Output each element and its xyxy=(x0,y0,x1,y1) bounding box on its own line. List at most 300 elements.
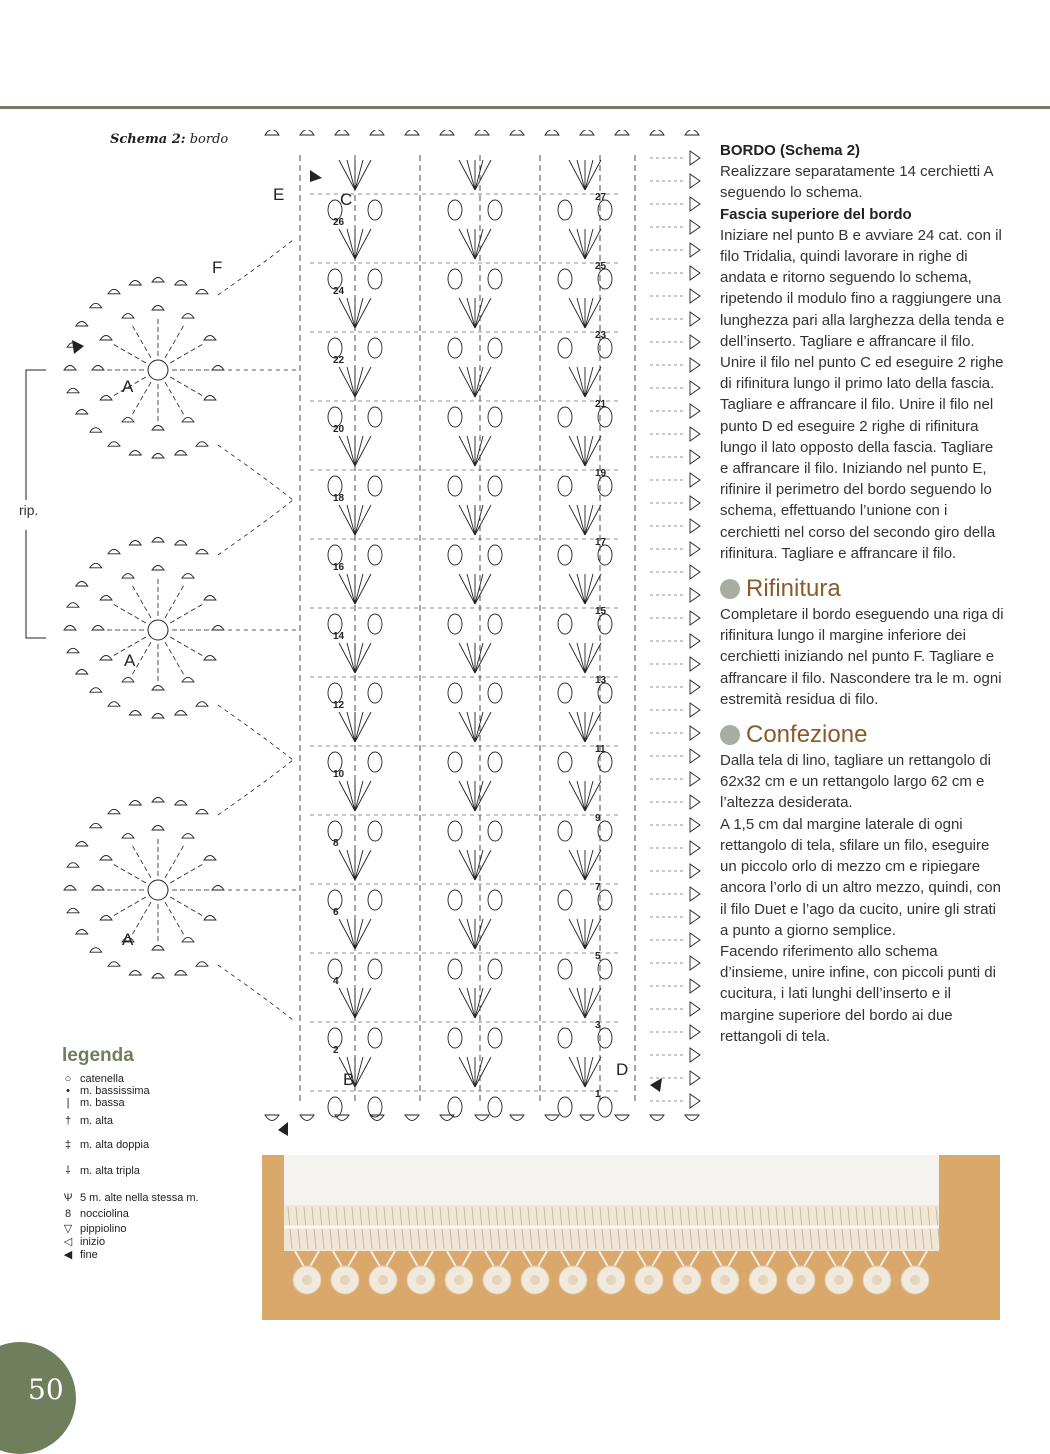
picot-mark xyxy=(152,826,164,831)
picot-mark xyxy=(690,933,700,947)
fan-stitch xyxy=(475,1057,483,1087)
legend-item xyxy=(56,1139,256,1151)
rifinitura-title: Rifinitura xyxy=(746,575,841,603)
picot-mark xyxy=(175,451,187,456)
chain-mark xyxy=(218,445,293,500)
nut-stitch xyxy=(488,683,502,703)
fan-stitch xyxy=(585,850,601,880)
lace-motif-center xyxy=(416,1275,426,1285)
picot-mark xyxy=(129,800,141,805)
picot-mark xyxy=(129,711,141,716)
fan-stitch xyxy=(355,643,371,673)
picot-mark xyxy=(690,979,700,993)
legend-label: nocciolina xyxy=(80,1208,129,1220)
picot-mark xyxy=(67,388,79,393)
picot-mark xyxy=(152,454,164,459)
fan-stitch xyxy=(577,298,585,328)
fan-stitch xyxy=(475,781,483,811)
picot-mark xyxy=(67,603,79,608)
picot-mark xyxy=(92,366,104,371)
fan-stitch xyxy=(347,643,355,673)
nut-stitch xyxy=(368,890,382,910)
fan-stitch xyxy=(355,1057,371,1087)
lace-motif-center xyxy=(682,1275,692,1285)
fan-stitch xyxy=(467,988,475,1018)
fan-stitch xyxy=(585,160,593,190)
fan-stitch xyxy=(585,574,601,604)
legend-symbol-icon: ‡ xyxy=(64,1139,72,1151)
fan-stitch xyxy=(355,919,371,949)
fan-stitch xyxy=(339,643,355,673)
picot-mark xyxy=(196,442,208,447)
row-number-right: 21 xyxy=(595,399,607,410)
picot-mark xyxy=(90,428,102,433)
nut-stitch xyxy=(368,545,382,565)
fan-stitch xyxy=(577,988,585,1018)
picot-mark xyxy=(405,1115,419,1121)
fan-stitch xyxy=(347,988,355,1018)
legend-label: pippiolino xyxy=(80,1222,127,1235)
bordo-heading: BORDO (Schema 2) xyxy=(720,142,861,159)
nut-stitch xyxy=(558,200,572,220)
fascia-heading: Fascia superiore del bordo xyxy=(720,205,912,223)
fan-stitch xyxy=(459,1057,475,1087)
fan-stitch xyxy=(585,367,593,397)
picot-mark xyxy=(122,314,134,319)
fan-stitch xyxy=(459,781,475,811)
picot-mark xyxy=(690,611,700,625)
motif-spoke xyxy=(170,864,203,883)
picot-mark xyxy=(90,563,102,568)
picot-mark xyxy=(690,1002,700,1016)
picot-mark xyxy=(335,1115,349,1121)
fan-stitch xyxy=(467,643,475,673)
picot-mark xyxy=(690,956,700,970)
legend-list xyxy=(56,1073,256,1261)
fan-stitch xyxy=(585,367,601,397)
nut-stitch xyxy=(368,821,382,841)
fan-stitch xyxy=(569,574,585,604)
fan-stitch xyxy=(475,574,491,604)
fan-stitch xyxy=(475,229,491,259)
picot-mark xyxy=(690,864,700,878)
legend-label: m. alta doppia xyxy=(80,1139,150,1151)
nut-stitch xyxy=(598,614,612,634)
top-rule xyxy=(0,106,1050,109)
motif-spoke xyxy=(170,377,203,396)
picot-mark xyxy=(152,538,164,543)
point-label: A xyxy=(124,651,136,670)
fan-stitch xyxy=(585,436,593,466)
fan-stitch xyxy=(459,505,475,535)
picot-mark xyxy=(690,312,700,326)
fan-stitch xyxy=(475,298,491,328)
motif-spoke xyxy=(113,344,146,363)
fan-stitch xyxy=(569,781,585,811)
nut-stitch xyxy=(598,752,612,772)
picot-mark xyxy=(335,130,349,135)
picot-mark xyxy=(64,366,76,371)
fan-stitch xyxy=(355,988,363,1018)
nut-stitch xyxy=(488,821,502,841)
fan-stitch xyxy=(347,367,355,397)
fan-stitch xyxy=(339,712,355,742)
legend-item xyxy=(56,1192,256,1204)
nut-stitch xyxy=(368,752,382,772)
picot-mark xyxy=(690,841,700,855)
picot-mark xyxy=(108,289,120,294)
legend-symbol-icon: ⸸ xyxy=(65,1165,71,1177)
nut-stitch xyxy=(558,614,572,634)
picot-mark xyxy=(152,426,164,431)
fan-stitch xyxy=(347,160,355,190)
lace-motif-center xyxy=(492,1275,502,1285)
picot-mark xyxy=(129,971,141,976)
point-label: D xyxy=(616,1060,629,1079)
finished-lace-photo xyxy=(262,1155,1000,1320)
picot-mark xyxy=(122,574,134,579)
fan-stitch xyxy=(577,781,585,811)
nut-stitch xyxy=(598,1097,612,1117)
point-label: B xyxy=(343,1070,355,1089)
picot-mark xyxy=(690,657,700,671)
fan-stitch xyxy=(339,505,355,535)
nut-stitch xyxy=(488,338,502,358)
fan-stitch xyxy=(585,298,593,328)
fan-stitch xyxy=(577,1057,585,1087)
nut-stitch xyxy=(558,821,572,841)
picot-mark xyxy=(175,711,187,716)
motif-spoke xyxy=(132,585,151,618)
fan-stitch xyxy=(355,160,371,190)
repeat-bracket xyxy=(26,530,46,638)
motif-spoke xyxy=(113,897,146,916)
fan-stitch xyxy=(585,712,601,742)
fan-stitch xyxy=(585,436,601,466)
fan-stitch xyxy=(475,988,491,1018)
fan-stitch xyxy=(347,781,355,811)
nut-stitch xyxy=(368,959,382,979)
picot-mark xyxy=(690,151,700,165)
fan-stitch xyxy=(459,367,475,397)
fan-stitch xyxy=(475,712,483,742)
lace-motif-center xyxy=(644,1275,654,1285)
lace-motif-center xyxy=(758,1275,768,1285)
fascia-body: Iniziare nel punto B e avviare 24 cat. con il filo Tridalia, quindi lavorare in righe di andata e ritorno seguendo lo schema, ripetendo il modulo fino a raggiungere una lunghezza pari alla larghezza della tenda e dell’inserto. Tagliare e affrancare il filo. Unire il filo nel punto C ed eseguire 2 righe di rifinitura lungo il primo lato della fascia. Tagliare e affrancare il filo. Unire il filo nel punto D ed eseguire 2 righe di rifinitura lungo il lato opposto della fascia. Tagliare e affrancare il filo. Iniziando nel punto E, rifinire il perimetro del bordo seguendo lo schema, effettuando l’unione con i cerchietti nel corso del secondo giro della rifinitura. Tagliare e affrancare il filo. xyxy=(720,226,1005,562)
picot-mark xyxy=(690,266,700,280)
nut-stitch xyxy=(368,269,382,289)
picot-mark xyxy=(108,962,120,967)
legend-item xyxy=(56,1073,256,1085)
picot-mark xyxy=(650,130,664,135)
picot-mark xyxy=(690,1048,700,1062)
legend-item xyxy=(56,1085,256,1097)
picot-mark xyxy=(152,974,164,979)
fan-stitch xyxy=(467,229,475,259)
fan-stitch xyxy=(475,160,491,190)
fan-stitch xyxy=(355,781,371,811)
picot-mark xyxy=(690,1025,700,1039)
motif-spoke xyxy=(170,604,203,623)
fan-stitch xyxy=(459,160,475,190)
row-number-left: 22 xyxy=(333,355,345,366)
fan-stitch xyxy=(475,712,491,742)
confezione-p3: Facendo riferimento allo schema d’insieme, unire infine, con piccoli punti di cucitura, i lati lunghi dell’inserto e il margine superiore del bordo ai due rettangoli di tela. xyxy=(720,942,996,1045)
legend-label: m. bassa xyxy=(80,1097,125,1109)
row-number-left: 26 xyxy=(333,217,345,228)
picot-mark xyxy=(64,886,76,891)
fan-stitch xyxy=(475,367,491,397)
fan-stitch xyxy=(585,1057,601,1087)
fan-stitch xyxy=(475,574,483,604)
fan-stitch xyxy=(585,850,593,880)
fan-stitch xyxy=(355,367,371,397)
nut-stitch xyxy=(558,752,572,772)
nut-stitch xyxy=(448,959,462,979)
motif-spoke xyxy=(170,897,203,916)
picot-mark xyxy=(182,937,194,942)
fan-stitch xyxy=(467,160,475,190)
fan-stitch xyxy=(475,850,483,880)
picot-mark xyxy=(182,834,194,839)
fan-stitch xyxy=(475,781,491,811)
fan-stitch xyxy=(475,436,491,466)
picot-mark xyxy=(690,220,700,234)
lace-motif-center xyxy=(454,1275,464,1285)
picot-mark xyxy=(690,887,700,901)
picot-mark xyxy=(196,549,208,554)
fan-stitch xyxy=(585,919,593,949)
motif-spoke xyxy=(132,845,151,878)
fan-stitch xyxy=(355,850,363,880)
legend-symbol-icon: ○ xyxy=(64,1073,72,1085)
chain-mark xyxy=(218,760,293,815)
fan-stitch xyxy=(585,781,593,811)
fan-stitch xyxy=(577,919,585,949)
fan-stitch xyxy=(355,781,363,811)
picot-mark xyxy=(122,417,134,422)
picot-mark xyxy=(175,800,187,805)
point-label: E xyxy=(273,185,285,204)
nut-stitch xyxy=(368,407,382,427)
lace-motif-center xyxy=(796,1275,806,1285)
fan-stitch xyxy=(585,988,601,1018)
picot-mark xyxy=(440,130,454,135)
legend-item xyxy=(56,1097,256,1109)
legend-symbol-icon: 8 xyxy=(64,1208,72,1220)
fan-stitch xyxy=(475,919,483,949)
nut-stitch xyxy=(488,614,502,634)
motif-spoke xyxy=(165,642,184,675)
confezione-p1: Dalla tela di lino, tagliare un rettangolo di 62x32 cm e un rettangolo largo 62 cm e l’altezza desiderata. xyxy=(720,752,992,812)
picot-mark xyxy=(690,450,700,464)
picot-mark xyxy=(92,886,104,891)
picot-mark xyxy=(76,930,88,935)
picot-mark xyxy=(204,596,216,601)
fan-stitch xyxy=(355,505,371,535)
rifinitura-section-title xyxy=(720,574,1005,604)
nut-stitch xyxy=(368,1028,382,1048)
legend xyxy=(56,1045,256,1261)
picot-mark xyxy=(152,714,164,719)
fan-stitch xyxy=(577,436,585,466)
nut-stitch xyxy=(488,545,502,565)
picot-mark xyxy=(212,886,224,891)
repeat-label: rip. xyxy=(19,502,39,518)
fan-stitch xyxy=(585,643,601,673)
fan-stitch xyxy=(569,229,585,259)
fan-stitch xyxy=(355,988,371,1018)
row-number-right: 1 xyxy=(595,1089,601,1100)
page-number: 50 xyxy=(28,1373,64,1406)
picot-mark xyxy=(300,1115,314,1121)
motif-spoke xyxy=(113,604,146,623)
legend-item xyxy=(56,1208,256,1220)
picot-mark xyxy=(615,1115,629,1121)
legend-symbol-icon: ▽ xyxy=(63,1223,73,1235)
picot-mark xyxy=(100,336,112,341)
picot-mark xyxy=(615,130,629,135)
fan-stitch xyxy=(355,712,363,742)
chain-mark xyxy=(218,705,293,760)
point-label: C xyxy=(340,190,353,209)
picot-mark xyxy=(690,910,700,924)
fan-stitch xyxy=(569,505,585,535)
row-number-right: 25 xyxy=(595,261,607,272)
fan-stitch xyxy=(467,436,475,466)
picot-mark xyxy=(265,130,279,135)
picot-mark xyxy=(64,626,76,631)
fan-stitch xyxy=(459,643,475,673)
nut-stitch xyxy=(488,269,502,289)
picot-mark xyxy=(76,410,88,415)
fan-stitch xyxy=(459,436,475,466)
fan-stitch xyxy=(585,505,601,535)
fan-stitch xyxy=(355,160,363,190)
picot-mark xyxy=(152,566,164,571)
picot-mark xyxy=(152,278,164,283)
fan-stitch xyxy=(569,160,585,190)
legend-symbol-icon: ◁ xyxy=(63,1236,73,1248)
picot-mark xyxy=(108,809,120,814)
lace-motif-center xyxy=(910,1275,920,1285)
legend-label: m. alta tripla xyxy=(80,1164,140,1177)
nut-stitch xyxy=(448,821,462,841)
fan-stitch xyxy=(577,712,585,742)
motif-center xyxy=(148,620,168,640)
row-number-left: 10 xyxy=(333,769,345,780)
picot-mark xyxy=(100,656,112,661)
legend-symbol-icon: ◀ xyxy=(63,1249,73,1261)
picot-mark xyxy=(690,634,700,648)
row-number-right: 5 xyxy=(595,951,601,962)
crochet-diagram xyxy=(10,130,710,1150)
picot-mark xyxy=(370,130,384,135)
fan-stitch xyxy=(569,919,585,949)
nut-stitch xyxy=(558,338,572,358)
fan-stitch xyxy=(355,298,371,328)
nut-stitch xyxy=(558,1028,572,1048)
chain-mark xyxy=(218,500,293,555)
picot-mark xyxy=(76,842,88,847)
motif-spoke xyxy=(170,344,203,363)
fan-stitch xyxy=(347,436,355,466)
legend-label: m. alta xyxy=(80,1115,114,1127)
bullet-dot-icon xyxy=(720,725,740,745)
nut-stitch xyxy=(488,407,502,427)
picot-mark xyxy=(182,677,194,682)
row-number-right: 9 xyxy=(595,813,601,824)
confezione-title: Confezione xyxy=(746,721,868,749)
nut-stitch xyxy=(488,200,502,220)
motif-spoke xyxy=(132,382,151,415)
fan-stitch xyxy=(475,229,483,259)
picot-mark xyxy=(690,335,700,349)
motif-center xyxy=(148,880,168,900)
fan-stitch xyxy=(339,574,355,604)
picot-mark xyxy=(182,314,194,319)
nut-stitch xyxy=(448,614,462,634)
fan-stitch xyxy=(577,850,585,880)
fan-stitch xyxy=(585,712,593,742)
fan-stitch xyxy=(475,1057,491,1087)
row-number-right: 17 xyxy=(595,537,607,548)
fan-stitch xyxy=(459,919,475,949)
legend-label: 5 m. alte nella stessa m. xyxy=(80,1192,199,1204)
diagram-drawing xyxy=(10,130,710,1150)
lace-motif-center xyxy=(606,1275,616,1285)
picot-mark xyxy=(204,336,216,341)
row-number-left: 12 xyxy=(333,700,345,711)
picot-mark xyxy=(100,856,112,861)
row-number-left: 6 xyxy=(333,907,339,918)
bordo-intro: Realizzare separatamente 14 cerchietti A seguendo lo schema. xyxy=(720,163,993,202)
nut-stitch xyxy=(368,1097,382,1117)
picot-mark xyxy=(108,549,120,554)
fan-stitch xyxy=(339,988,355,1018)
row-number-left: 18 xyxy=(333,493,345,504)
fan-stitch xyxy=(459,574,475,604)
fan-stitch xyxy=(459,850,475,880)
lace-motif-center xyxy=(872,1275,882,1285)
picot-mark xyxy=(76,322,88,327)
row-number-left: 4 xyxy=(333,976,339,987)
picot-mark xyxy=(129,451,141,456)
fan-stitch xyxy=(355,643,363,673)
picot-mark xyxy=(152,798,164,803)
lace-motif-center xyxy=(834,1275,844,1285)
row-number-right: 7 xyxy=(595,882,601,893)
motif-center xyxy=(148,360,168,380)
nut-stitch xyxy=(368,614,382,634)
fan-stitch xyxy=(459,712,475,742)
fan-stitch xyxy=(355,505,363,535)
legend-item xyxy=(56,1248,256,1261)
fan-stitch xyxy=(475,505,491,535)
fan-stitch xyxy=(585,988,593,1018)
nut-stitch xyxy=(488,959,502,979)
picot-mark xyxy=(475,1115,489,1121)
picot-mark xyxy=(580,1115,594,1121)
bullet-dot-icon xyxy=(720,579,740,599)
row-number-right: 13 xyxy=(595,675,607,686)
picot-mark xyxy=(90,948,102,953)
fan-stitch xyxy=(339,367,355,397)
nut-stitch xyxy=(598,821,612,841)
fan-stitch xyxy=(347,229,355,259)
picot-mark xyxy=(90,823,102,828)
fan-stitch xyxy=(585,298,601,328)
